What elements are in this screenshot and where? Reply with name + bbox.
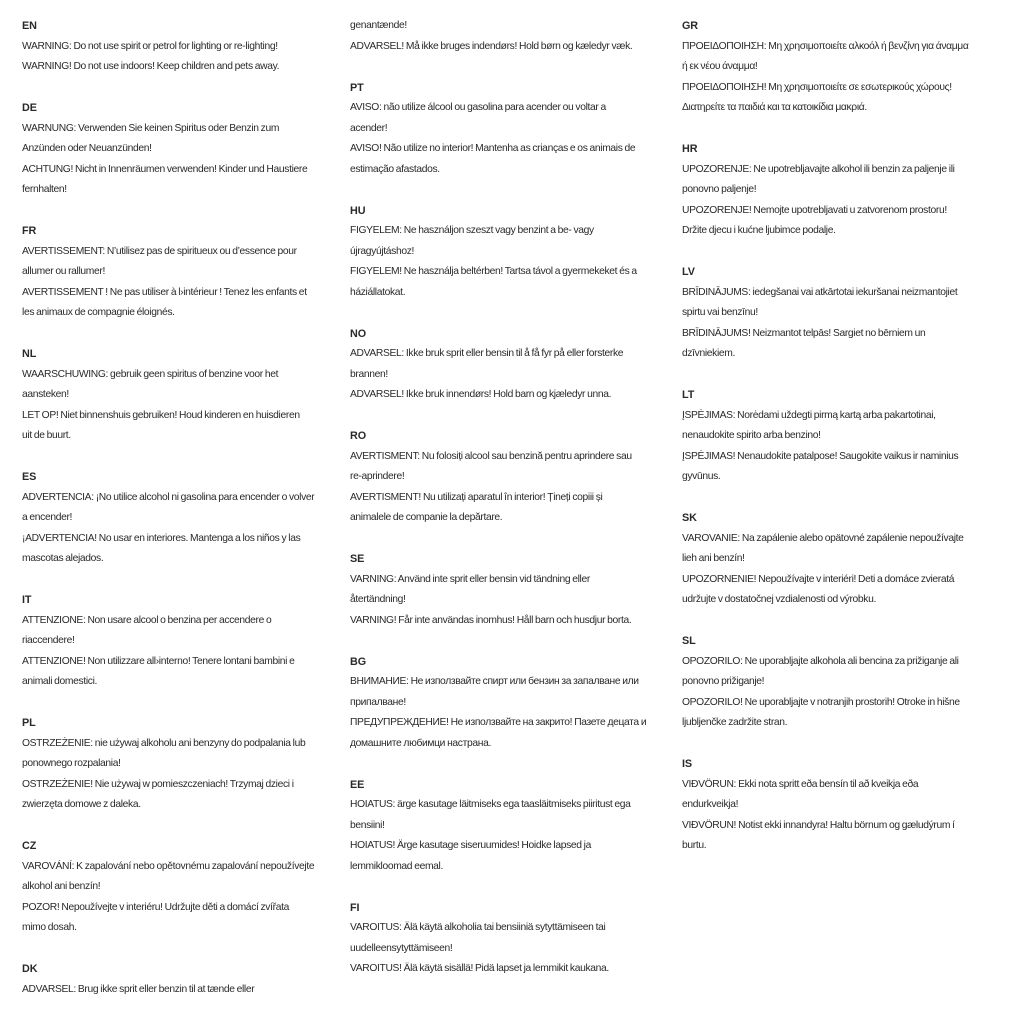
warning-line: ADVARSEL: Brug ikke sprit eller benzin til at tænde eller [22, 983, 255, 995]
language-code-pl: PL [22, 717, 36, 729]
language-block-pl [22, 713, 350, 816]
warning-line: ADVARSEL: Ikke bruk sprit eller bensin til å få fyr på eller forsterke [350, 348, 624, 359]
warning-line: ACHTUNG! Nicht in Innenräumen verwenden! Kinder und Haustiere [22, 163, 308, 175]
warning-line: mimo dosah. [22, 922, 77, 933]
warning-line: háziállatokat. [350, 286, 406, 298]
language-block-fi [350, 898, 678, 980]
warning-line: LET OP! Niet binnenshuis gebruiken! Houd kinderen en huisdieren [22, 409, 300, 421]
warning-line: nenaudokite spirito arba benzino! [682, 430, 821, 441]
warning-line: bensiini! [350, 819, 385, 831]
warning-line: udržujte v dostatočnej vzdialenosti od výrobku. [682, 594, 876, 605]
language-block-gr [682, 16, 1010, 119]
warning-line: endurkveikja! [682, 799, 739, 810]
warning-line: ΠΡΟΕΙΔΟΠΟΙΗΣΗ! Μη χρησιμοποιείτε σε εσωτερικούς χώρους! [682, 81, 952, 93]
continuation-block [350, 16, 678, 57]
language-block-bg [350, 652, 678, 755]
warning-line: UPOZORENJE! Nemojte upotrebljavati u zatvorenom prostoru! [682, 204, 947, 216]
warning-line: FIGYELEM! Ne használja beltérben! Tartsa távol a gyermekeket és a [350, 266, 637, 277]
language-block-es [22, 467, 350, 570]
warning-line: genantænde! [350, 20, 407, 31]
language-block-hr [682, 139, 1010, 242]
warning-line: OSTRZEŻENIE! Nie używaj w pomieszczeniach! Trzymaj dzieci i [22, 778, 294, 790]
warning-line: WAARSCHUWING: gebruik geen spiritus of benzine voor het [22, 368, 279, 380]
warning-line: lieh ani benzín! [682, 553, 745, 564]
warning-line: VAROVÁNÍ: K zapalování nebo opětovnému zapalování nepoužívejte [22, 860, 315, 872]
warning-line: estimação afastados. [350, 163, 440, 175]
warning-line: POZOR! Nepoužívejte v interiéru! Udržujte děti a domácí zvířata [22, 901, 289, 913]
warning-line: OSTRZEŻENIE: nie używaj alkoholu ani benzyny do podpalania lub [22, 737, 306, 749]
warning-line: BRĪDINĀJUMS: iedegšanai vai atkārtotai iekuršanai neizmantojiet [682, 286, 958, 298]
language-code-lv: LV [682, 266, 695, 278]
warning-line: AVERTISMENT! Nu utilizați aparatul în interior! Țineți copiii și [350, 491, 603, 503]
warning-line: spirtu vai benzīnu! [682, 307, 758, 318]
warning-line: les animaux de compagnie éloignés. [22, 307, 175, 318]
language-block-en [22, 16, 350, 78]
language-code-se: SE [350, 553, 365, 565]
warning-line: Διατηρείτε τα παιδιά και τα κατοικίδια μακριά. [682, 102, 867, 113]
language-block-lv [682, 262, 1010, 365]
language-code-sk: SK [682, 512, 697, 524]
warning-line: BRĪDINĀJUMS! Neizmantot telpās! Sargiet no bērniem un [682, 327, 926, 339]
language-code-hr: HR [682, 143, 698, 155]
language-block-hu [350, 201, 678, 304]
warning-line: ΠΡΟΕΙΔΟΠΟΙΗΣΗ: Μη χρησιμοποιείτε αλκοόλ ή βενζίνη για άναμμα [682, 40, 969, 52]
warning-line: gyvūnus. [682, 471, 721, 482]
text-column-1 [22, 16, 350, 1021]
warning-line: ADVARSEL! Ikke bruk innendørs! Hold barn og kjæledyr unna. [350, 389, 612, 400]
warning-line: AVERTISMENT: Nu folosiți alcool sau benzină pentru aprindere sau [350, 450, 632, 462]
warning-line: riaccendere! [22, 635, 75, 646]
language-code-bg: BG [350, 655, 366, 668]
warning-line: zwierzęta domowe z daleka. [22, 799, 141, 810]
warning-line: a encender! [22, 512, 73, 523]
warning-line: ή εκ νέου άναμμα! [682, 61, 758, 72]
warning-line: ljubljenčke zadržite stran. [682, 717, 788, 728]
language-code-dk: DK [22, 963, 38, 975]
language-code-fr: FR [22, 225, 37, 237]
warning-line: dzīvniekiem. [682, 348, 736, 359]
language-block-sl [682, 631, 1010, 734]
language-block-cz [22, 836, 350, 939]
warning-line: VARNING: Använd inte sprit eller bensin vid tändning eller [350, 573, 590, 585]
warning-line: VAROITUS! Älä käytä sisällä! Pidä lapset ja lemmikit kaukana. [350, 963, 609, 974]
text-column-3 [682, 16, 1010, 877]
warning-line: ĮSPĖJIMAS! Nenaudokite patalpose! Saugokite vaikus ir naminius [682, 450, 959, 462]
language-code-no: NO [350, 327, 366, 340]
language-code-is: IS [682, 758, 693, 770]
warning-line: acender! [350, 122, 388, 134]
language-block-no [350, 324, 678, 406]
warning-line: Držite djecu i kućne ljubimce podalje. [682, 225, 836, 236]
warning-line: UPOZORENJE: Ne upotrebljavajte alkohol ili benzin za paljenje ili [682, 163, 955, 175]
warning-line: HOIATUS: ärge kasutage läitmiseks ega taasläitmiseks piiritust ega [350, 799, 631, 810]
language-block-it [22, 590, 350, 693]
language-code-it: IT [22, 594, 32, 606]
warning-line: mascotas alejados. [22, 553, 104, 564]
language-code-pt: PT [350, 81, 364, 94]
language-code-ee: EE [350, 778, 365, 791]
language-code-en: EN [22, 20, 37, 32]
language-block-dk [22, 959, 350, 1000]
warning-line: aansteken! [22, 389, 69, 400]
text-column-2 [350, 16, 678, 1000]
language-code-fi: FI [350, 901, 360, 914]
warning-line: ĮSPĖJIMAS: Norėdami uždegti pirmą kartą arba pakartotinai, [682, 409, 936, 421]
warning-line: återtändning! [350, 594, 406, 605]
language-code-cz: CZ [22, 840, 37, 852]
language-code-de: DE [22, 102, 37, 114]
warning-line: brannen! [350, 368, 388, 380]
language-code-es: ES [22, 471, 37, 483]
warning-line: lemmikloomad eemal. [350, 860, 443, 872]
warning-line: ponovno prižiganje! [682, 676, 765, 687]
warning-line: OPOZORILO: Ne uporabljajte alkohola ali bencina za prižiganje ali [682, 655, 959, 667]
warning-line: ponovno paljenje! [682, 184, 757, 195]
warning-line: OPOZORILO! Ne uporabljajte v notranjih prostorih! Otroke in hišne [682, 696, 960, 708]
language-code-ro: RO [350, 430, 366, 442]
warning-line: fernhalten! [22, 184, 67, 195]
warning-line: FIGYELEM: Ne használjon szeszt vagy benzint a be- vagy [350, 225, 594, 236]
warning-line: allumer ou rallumer! [22, 266, 105, 277]
warning-line: ¡ADVERTENCIA! No usar en interiores. Mantenga a los niños y las [22, 532, 301, 544]
language-block-lt [682, 385, 1010, 488]
warning-line: VARNING! Får inte användas inomhus! Håll barn och husdjur borta. [350, 614, 632, 626]
warning-line: WARNING! Do not use indoors! Keep children and pets away. [22, 61, 280, 72]
warning-line: VIÐVÖRUN: Ekki nota spritt eða bensín til að kveikja eða [682, 778, 919, 790]
warning-line: AVISO: não utilize álcool ou gasolina para acender ou voltar a [350, 102, 606, 113]
warning-line: uudelleensytyttämiseen! [350, 942, 453, 954]
warning-line: ponownego rozpalania! [22, 758, 121, 769]
warning-line: AVISO! Não utilize no interior! Mantenha as crianças e os animais de [350, 143, 636, 154]
language-block-ee [350, 775, 678, 878]
warning-line: AVERTISSEMENT ! Ne pas utiliser à l›intérieur ! Tenez les enfants et [22, 286, 307, 298]
warning-line: alkohol ani benzín! [22, 881, 101, 892]
language-block-nl [22, 344, 350, 447]
warning-line: ВНИМАНИЕ: Не използвайте спирт или бензин за запалване или [350, 676, 639, 687]
warning-line: Anzünden oder Neuanzünden! [22, 143, 152, 154]
language-block-de [22, 98, 350, 201]
language-block-is [682, 754, 1010, 857]
language-block-ro [350, 426, 678, 529]
warning-line: AVERTISSEMENT: N’utilisez pas de spiritueux ou d’essence pour [22, 245, 297, 257]
warning-line: WARNUNG: Verwenden Sie keinen Spiritus oder Benzin zum [22, 122, 280, 134]
warning-line: ADVERTENCIA: ¡No utilice alcohol ni gasolina para encender o volver [22, 491, 315, 503]
language-block-se [350, 549, 678, 631]
warning-line: VAROITUS: Älä käytä alkoholia tai bensiiniä sytyttämiseen tai [350, 922, 606, 933]
warning-line: burtu. [682, 840, 707, 851]
warning-line: припалване! [350, 696, 406, 708]
warning-line: uit de buurt. [22, 430, 71, 441]
warning-line: HOIATUS! Ärge kasutage siseruumides! Hoidke lapsed ja [350, 840, 591, 851]
warning-line: ПРЕДУПРЕЖДЕНИЕ! Не използвайте на закрито! Пазете децата и [350, 717, 647, 728]
language-code-sl: SL [682, 635, 696, 647]
warning-line: re-aprindere! [350, 471, 405, 482]
warning-line: animali domestici. [22, 676, 98, 687]
warning-line: animalele de companie la depărtare. [350, 512, 503, 523]
language-code-lt: LT [682, 389, 695, 401]
warning-line: ATTENZIONE: Non usare alcool o benzina per accendere o [22, 614, 272, 626]
warning-line: WARNING: Do not use spirit or petrol for lighting or re-lighting! [22, 40, 278, 52]
warning-line: ADVARSEL! Må ikke bruges indendørs! Hold børn og kæledyr væk. [350, 40, 633, 52]
language-block-fr [22, 221, 350, 324]
language-code-nl: NL [22, 348, 37, 360]
warning-line: ATTENZIONE! Non utilizzare all›interno! Tenere lontani bambini e [22, 655, 295, 667]
language-block-pt [350, 78, 678, 181]
warning-line: VIÐVÖRUN! Notist ekki innandyra! Haltu börnum og gæludýrum í [682, 819, 955, 831]
language-block-sk [682, 508, 1010, 611]
warning-line: újragyújtáshoz! [350, 245, 415, 257]
warning-line: домашните любимци настрана. [350, 737, 491, 749]
language-code-gr: GR [682, 20, 698, 32]
warning-line: VAROVANIE: Na zapálenie alebo opätovné zapálenie nepoužívajte [682, 532, 964, 544]
warning-line: UPOZORNENIE! Nepoužívajte v interiéri! Deti a domáce zvieratá [682, 573, 955, 585]
language-code-hu: HU [350, 204, 366, 217]
